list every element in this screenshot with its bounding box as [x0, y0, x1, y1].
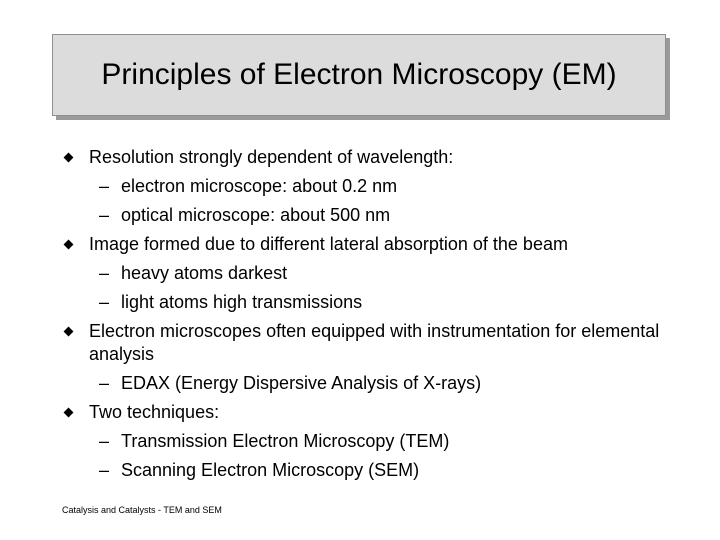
dash-bullet-icon: – [99, 205, 110, 225]
sub-bullet-item [62, 175, 702, 198]
slide-title: Principles of Electron Microscopy (EM) [101, 58, 617, 91]
sub-bullet-text: optical microscope: about 500 nm [121, 205, 391, 225]
dash-bullet-icon: – [99, 292, 110, 312]
sub-bullet-item [62, 372, 702, 395]
bullet-item-elemental-analysis [62, 320, 702, 366]
sub-bullet-item [62, 291, 702, 314]
sub-bullet-text: EDAX (Energy Dispersive Analysis of X-rays) [121, 373, 482, 393]
title-box [52, 34, 666, 116]
sub-bullet-item [62, 262, 702, 285]
dash-bullet-icon: – [99, 176, 110, 196]
diamond-bullet-icon [64, 327, 74, 337]
sub-bullet-text: Scanning Electron Microscopy (SEM) [121, 460, 420, 480]
bullet-text: Resolution strongly dependent of wavelength: [89, 147, 454, 167]
diamond-bullet-icon [64, 240, 74, 250]
sub-bullet-item [62, 430, 702, 453]
sub-bullet-text: electron microscope: about 0.2 nm [121, 176, 398, 196]
bullet-text: Electron microscopes often equipped with instrumentation for elemental analysis [89, 321, 660, 364]
bullet-text: Two techniques: [89, 402, 220, 422]
slide-footer: Catalysis and Catalysts - TEM and SEM [62, 505, 222, 515]
bullet-item-resolution [62, 146, 702, 169]
bullet-item-image-formation [62, 233, 702, 256]
bullet-text: Image formed due to different lateral absorption of the beam [89, 234, 568, 254]
sub-bullet-item [62, 459, 702, 482]
diamond-bullet-icon [64, 153, 74, 163]
dash-bullet-icon: – [99, 460, 110, 480]
bullet-list [62, 146, 702, 488]
dash-bullet-icon: – [99, 431, 110, 451]
diamond-bullet-icon [64, 408, 74, 418]
dash-bullet-icon: – [99, 373, 110, 393]
dash-bullet-icon: – [99, 263, 110, 283]
sub-bullet-text: light atoms high transmissions [121, 292, 363, 312]
bullet-item-techniques [62, 401, 702, 424]
sub-bullet-text: heavy atoms darkest [121, 263, 288, 283]
sub-bullet-text: Transmission Electron Microscopy (TEM) [121, 431, 450, 451]
sub-bullet-item [62, 204, 702, 227]
